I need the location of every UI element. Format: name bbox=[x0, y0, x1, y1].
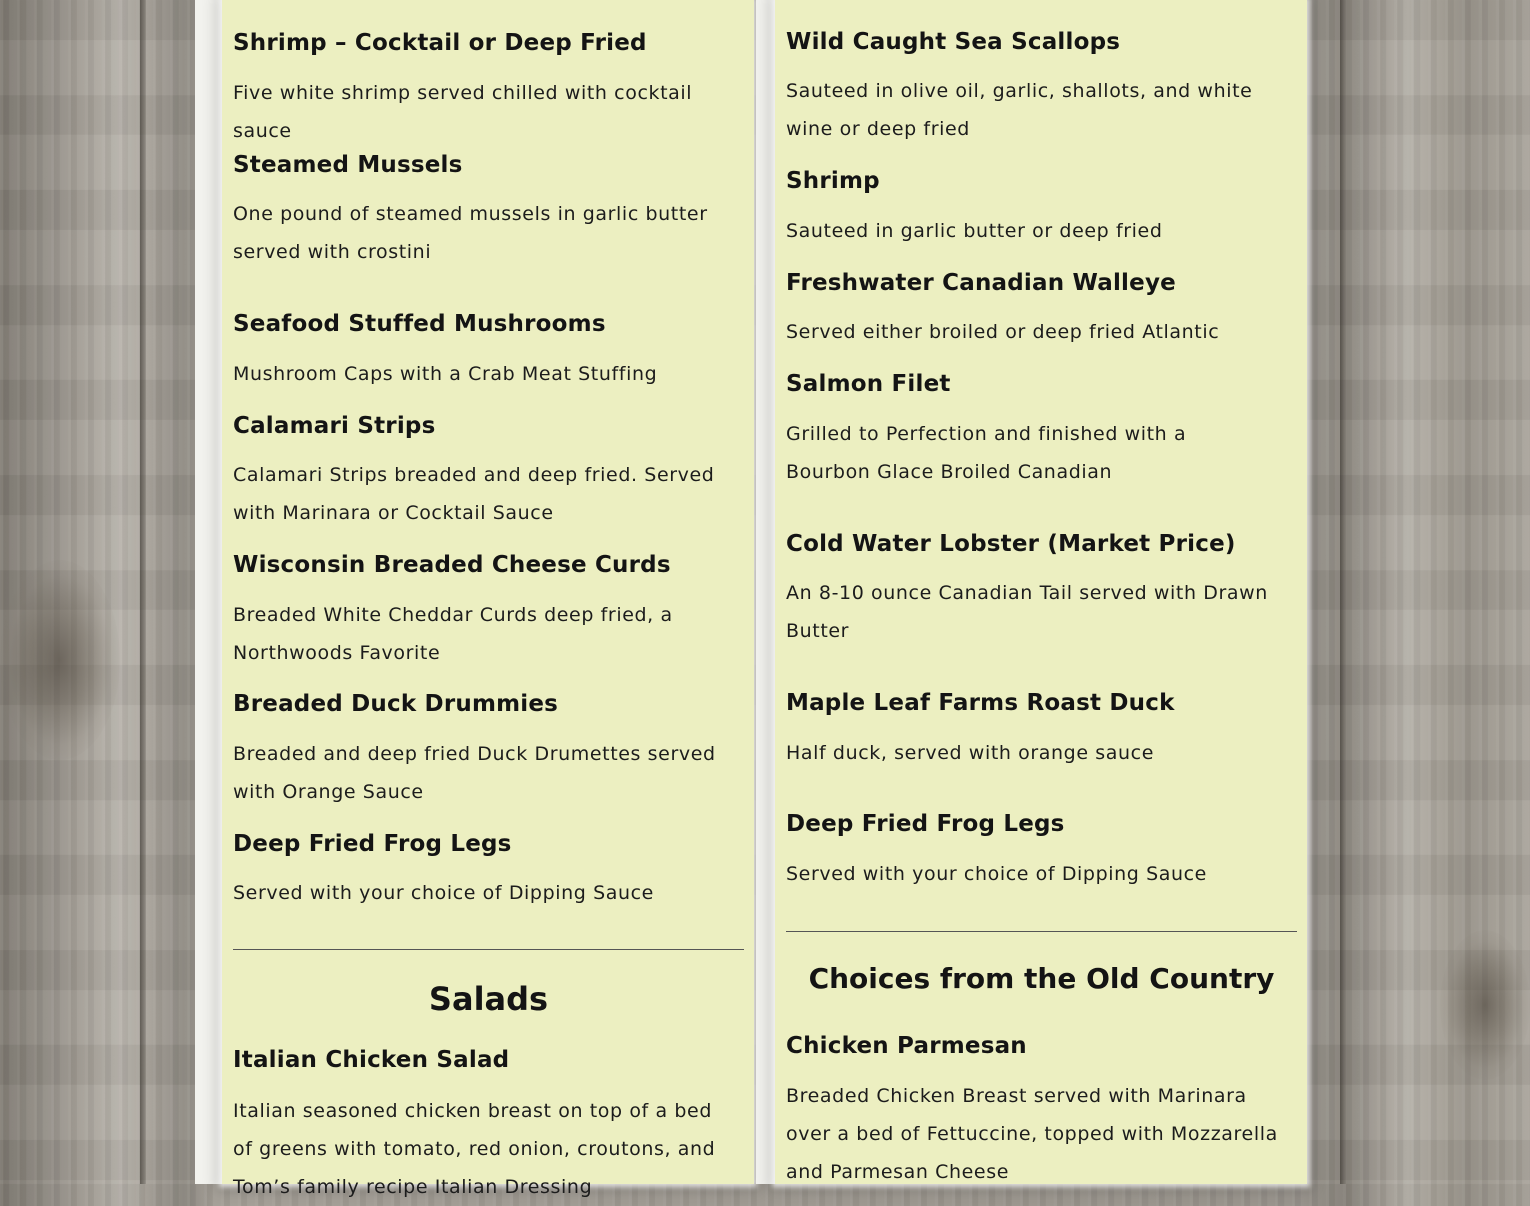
menu-item-description: Sauteed in olive oil, garlic, shallots, and white wine or deep fried bbox=[786, 80, 1253, 140]
menu-item-title: Calamari Strips bbox=[233, 413, 436, 439]
wood-plank-gap bbox=[140, 0, 146, 1184]
menu-item-title: Salmon Filet bbox=[786, 371, 951, 397]
menu-item-description: Italian seasoned chicken breast on top of a bed of greens with tomato, red onion, croutons, and Tom’s family recipe Italian Dressing bbox=[233, 1100, 716, 1198]
menu-item-title: Maple Leaf Farms Roast Duck bbox=[786, 690, 1175, 716]
menu-item-description: Calamari Strips breaded and deep fried. Served with Marinara or Cocktail Sauce bbox=[233, 464, 715, 524]
menu-item-description: Served with your choice of Dipping Sauce bbox=[233, 882, 654, 904]
menu-item-title: Wild Caught Sea Scallops bbox=[786, 29, 1121, 55]
menu-item-title: Freshwater Canadian Walleye bbox=[786, 270, 1176, 296]
menu-item-description: Half duck, served with orange sauce bbox=[786, 742, 1154, 764]
wood-plank-gap bbox=[1340, 0, 1346, 1184]
menu-item-title: Cold Water Lobster (Market Price) bbox=[786, 531, 1236, 557]
menu-item-description: Breaded White Cheddar Curds deep fried, a Northwoods Favorite bbox=[233, 604, 673, 664]
menu-item-description: Sauteed in garlic butter or deep fried bbox=[786, 220, 1163, 242]
section-heading-old-country: Choices from the Old Country bbox=[808, 962, 1275, 995]
menu-item-description: Served either broiled or deep fried Atlantic bbox=[786, 321, 1220, 343]
menu-item-title: Seafood Stuffed Mushrooms bbox=[233, 311, 606, 337]
menu-item-description: Breaded Chicken Breast served with Marinara over a bed of Fettuccine, topped with Mozzarella and Parmesan Cheese bbox=[786, 1085, 1278, 1183]
menu-item-title: Breaded Duck Drummies bbox=[233, 691, 559, 717]
menu-item-title: Deep Fried Frog Legs bbox=[233, 831, 512, 857]
menu-item-title: Shrimp – Cocktail or Deep Fried bbox=[233, 30, 647, 56]
wood-knot bbox=[0, 560, 120, 760]
menu-item-title: Wisconsin Breaded Cheese Curds bbox=[233, 552, 671, 578]
menu-panel-border bbox=[756, 0, 776, 1184]
menu-item-title: Steamed Mussels bbox=[233, 152, 463, 178]
wood-knot bbox=[1440, 930, 1530, 1080]
section-divider bbox=[233, 949, 744, 950]
menu-item-description: Served with your choice of Dipping Sauce bbox=[786, 863, 1207, 885]
section-divider bbox=[786, 931, 1297, 932]
menu-panel-border bbox=[195, 0, 223, 1184]
menu-item-description: Five white shrimp served chilled with cocktail sauce bbox=[233, 82, 693, 142]
menu-item-description: Mushroom Caps with a Crab Meat Stuffing bbox=[233, 363, 658, 385]
menu-item-description: One pound of steamed mussels in garlic butter served with crostini bbox=[233, 203, 708, 263]
menu-item-title: Shrimp bbox=[786, 168, 880, 194]
menu-item-title: Italian Chicken Salad bbox=[233, 1047, 510, 1073]
section-heading-salads: Salads bbox=[428, 980, 549, 1018]
menu-item-description: An 8-10 ounce Canadian Tail served with Drawn Butter bbox=[786, 582, 1268, 642]
menu-item-description: Grilled to Perfection and finished with a Bourbon Glace Broiled Canadian bbox=[786, 423, 1187, 483]
menu-item-description: Breaded and deep fried Duck Drumettes served with Orange Sauce bbox=[233, 743, 716, 803]
menu-item-title: Chicken Parmesan bbox=[786, 1033, 1027, 1059]
menu-item-title: Deep Fried Frog Legs bbox=[786, 811, 1065, 837]
